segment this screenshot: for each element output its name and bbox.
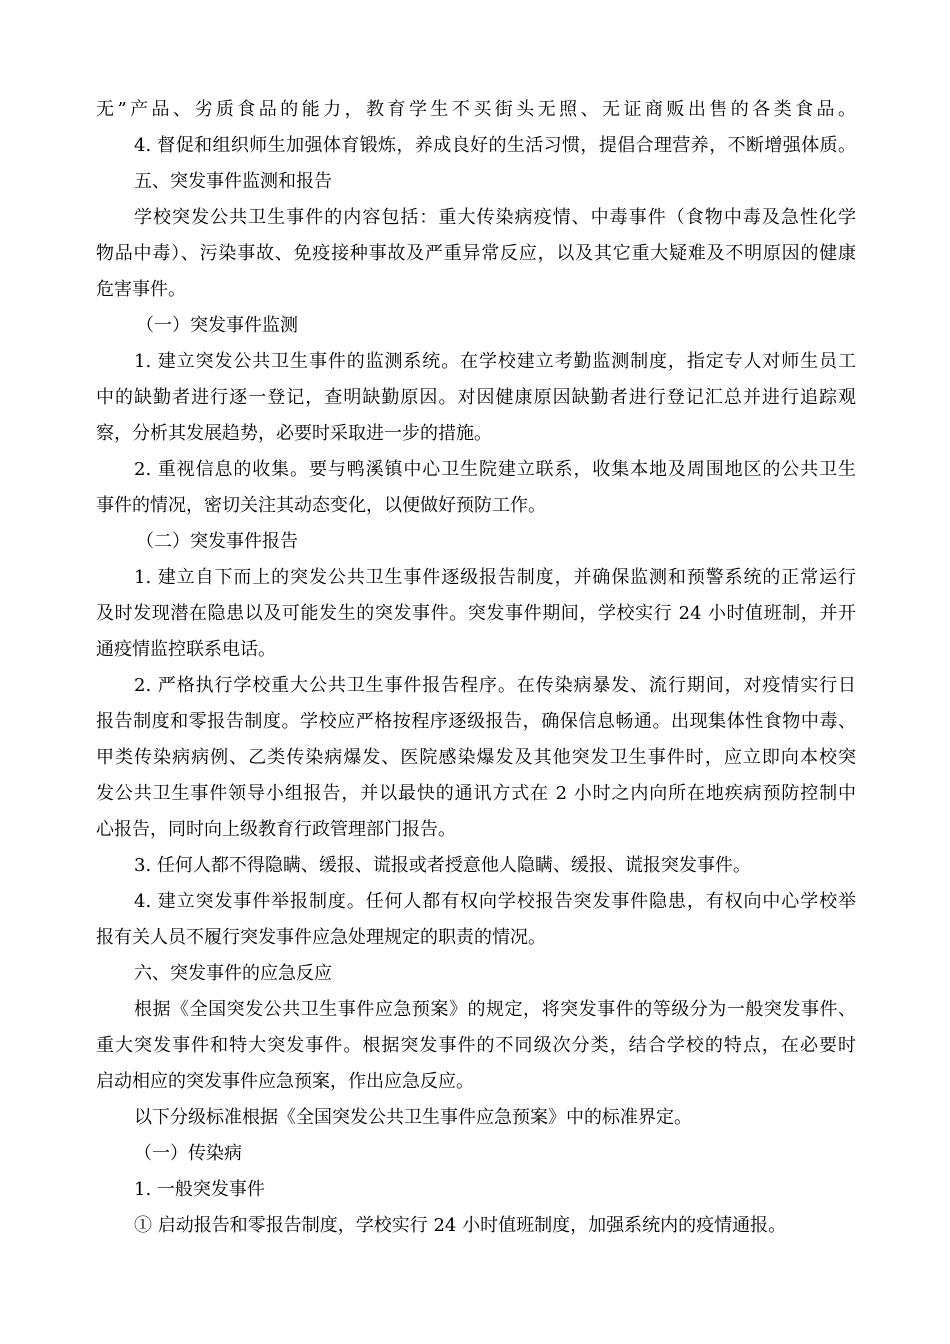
subsection-heading: （一）传染病 (134, 1143, 242, 1164)
paragraph-line: 发公共卫生事件领导小组报告，并以最快的通讯方式在 2 小时之内向所在地疾病预防控制中 (96, 783, 856, 804)
paragraph-line: 危害事件。 (96, 279, 186, 300)
section-heading: 五、突发事件监测和报告 (134, 171, 332, 192)
paragraph-line: 3. 任何人都不得隐瞒、缓报、谎报或者授意他人隐瞒、缓报、谎报突发事件。 (134, 855, 751, 876)
paragraph-line: 根据《全国突发公共卫生事件应急预案》的规定，将突发事件的等级分为一般突发事件、 (134, 999, 856, 1020)
paragraph-line: 甲类传染病病例、乙类传染病爆发、医院感染爆发及其他突发卫生事件时，应立即向本校突 (96, 747, 856, 768)
list-item: ① 启动报告和零报告制度，学校实行 24 小时值班制度，加强系统内的疫情通报。 (134, 1215, 787, 1236)
paragraph-line: 事件的情况，密切关注其动态变化，以便做好预防工作。 (96, 495, 546, 516)
paragraph-line: 心报告，同时向上级教育行政管理部门报告。 (96, 819, 456, 840)
paragraph-line: 启动相应的突发事件应急预案，作出应急反应。 (96, 1071, 474, 1092)
paragraph-line: 2. 严格执行学校重大公共卫生事件报告程序。在传染病暴发、流行期间，对疫情实行日 (134, 675, 856, 696)
paragraph-line: 2. 重视信息的收集。要与鸭溪镇中心卫生院建立联系，收集本地及周围地区的公共卫生 (134, 459, 856, 480)
subsection-heading: （二）突发事件报告 (136, 531, 298, 552)
paragraph-line: 报告制度和零报告制度。学校应严格按程序逐级报告，确保信息畅通。出现集体性食物中毒、 (96, 711, 856, 732)
paragraph-line: 1. 建立自下而上的突发公共卫生事件逐级报告制度，并确保监测和预警系统的正常运行 (134, 567, 856, 588)
paragraph-line: 重大突发事件和特大突发事件。根据突发事件的不同级次分类，结合学校的特点，在必要时 (96, 1035, 856, 1056)
document-body (96, 92, 856, 1244)
list-heading: 1. 一般突发事件 (134, 1179, 265, 1200)
paragraph-line: 中的缺勤者进行逐一登记，查明缺勤原因。对因健康原因缺勤者进行登记汇总并进行追踪观 (96, 387, 856, 408)
paragraph-line: 4. 督促和组织师生加强体育锻炼，养成良好的生活习惯，提倡合理营养，不断增强体质。 (134, 135, 856, 156)
paragraph-line: 物品中毒）、污染事故、免疫接种事故及严重异常反应，以及其它重大疑难及不明原因的健康 (96, 243, 856, 264)
paragraph-line: 及时发现潜在隐患以及可能发生的突发事件。突发事件期间，学校实行 24 小时值班制，并开 (96, 603, 856, 624)
subsection-heading: （一）突发事件监测 (136, 315, 298, 336)
paragraph-line: 以下分级标准根据《全国突发公共卫生事件应急预案》中的标准界定。 (134, 1107, 692, 1128)
paragraph-line: 无”产品、劣质食品的能力，教育学生不买街头无照、无证商贩出售的各类食品。 (96, 99, 856, 120)
paragraph-line: 1. 建立突发公共卫生事件的监测系统。在学校建立考勤监测制度，指定专人对师生员工 (134, 351, 856, 372)
section-heading: 六、突发事件的应急反应 (134, 963, 332, 984)
paragraph-line: 通疫情监控联系电话。 (96, 639, 276, 660)
paragraph-line: 学校突发公共卫生事件的内容包括：重大传染病疫情、中毒事件（食物中毒及急性化学 (134, 207, 856, 228)
paragraph-line: 察，分析其发展趋势，必要时采取进一步的措施。 (96, 423, 492, 444)
paragraph-line: 报有关人员不履行突发事件应急处理规定的职责的情况。 (96, 927, 546, 948)
paragraph-line: 4. 建立突发事件举报制度。任何人都有权向学校报告突发事件隐患，有权向中心学校举 (134, 891, 856, 912)
